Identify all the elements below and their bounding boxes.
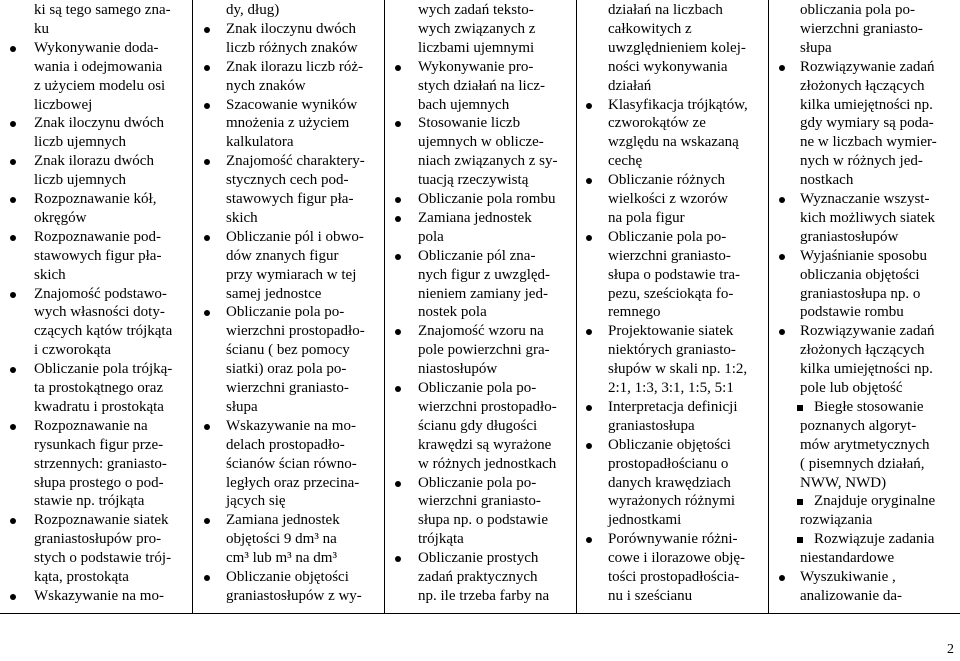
cell-text-line: bach ujemnych (418, 96, 510, 113)
cell-text-line: analizowanie da- (800, 587, 903, 604)
cell-text-line: Rozpoznawanie siatek (34, 512, 169, 529)
cell-text-line: Zamiana jednostek (226, 512, 340, 529)
bullet-dot-icon (10, 235, 16, 241)
cell-text-line: ( pisemnych działań, (800, 455, 925, 472)
cell-text-line: Znak iloczynu dwóch (34, 115, 164, 132)
cell-text-line: słupa o podstawie tra- (608, 266, 741, 283)
bullet-dot-icon (395, 556, 401, 562)
cell-text-line: kalkulatora (226, 134, 294, 151)
cell-text-line: Wyszukiwanie , (800, 569, 896, 585)
cell-text-line: Szacowanie wyników (226, 96, 358, 113)
cell-text-line: objętości 9 dm³ na (226, 531, 337, 548)
cell-text-line: delach prostopadło- (226, 436, 345, 453)
bullet-dot-icon (204, 518, 210, 524)
cell-text-line: wierzchni graniasto- (800, 20, 923, 37)
cell-text-line: nych figur z uwzględ- (418, 266, 551, 283)
cell-text-line: danych krawędziach (608, 474, 731, 491)
cell-text-line: złożonych łączących (800, 342, 925, 359)
cell-text-line: pole powierzchni gra- (418, 342, 550, 359)
bullet-dot-icon (586, 329, 592, 335)
cell-text-line: w różnych jednostkach (418, 455, 557, 472)
cell-text-line: wych zadań teksto- (418, 2, 534, 18)
cell-text-line: Znak iloczynu dwóch (226, 20, 356, 37)
cell-text-line: mnożenia z użyciem (226, 115, 350, 132)
bullet-dot-icon (779, 197, 785, 203)
cell-text-line: działań na liczbach (608, 2, 723, 18)
cell-text-line: Obliczanie różnych (608, 172, 726, 189)
table-column-1 (0, 0, 192, 614)
bullet-dot-icon (204, 27, 210, 33)
bullet-dot-icon (10, 424, 16, 430)
cell-text-line: Klasyfikacja trójkątów, (608, 96, 748, 113)
cell-text-line: Obliczanie pól zna- (418, 247, 536, 264)
bullet-square-icon (797, 405, 803, 411)
cell-text-line: Rozpoznawanie na (34, 417, 148, 434)
cell-text-line: graniastosłupów z wy- (226, 587, 362, 604)
bullet-dot-icon (395, 216, 401, 222)
cell-text-line: strzennych: graniasto- (34, 455, 167, 472)
cell-text-line: niestandardowe (800, 550, 895, 567)
cell-text-line: graniastosłupa np. o (800, 285, 921, 302)
cell-text-line: kilka umiejętności np. (800, 361, 933, 378)
cell-text-line: Stosowanie liczb (418, 115, 521, 132)
cell-text-line: Rozwiązywanie zadań (800, 323, 935, 340)
cell-text-line: na pola figur (608, 209, 685, 226)
cell-text-line: wierzchni prostopadło- (418, 398, 557, 415)
bullet-dot-icon (10, 367, 16, 373)
cell-text-line: wyrażonych różnymi (608, 493, 736, 510)
cell-text-line: wych związanych z (418, 20, 536, 37)
bullet-dot-icon (10, 46, 16, 52)
cell-text-line: gdy wymiary są poda- (800, 115, 934, 132)
cell-text-line: Projektowanie siatek (608, 323, 734, 340)
cell-text-line: ścianu gdy długości (418, 417, 538, 434)
cell-text-line: nych w różnych jed- (800, 153, 923, 170)
cell-text-line: ności wykonywania (608, 58, 728, 75)
cell-text-line: liczbowej (34, 96, 93, 113)
cell-text-line: kich możliwych siatek (800, 209, 935, 226)
cell-text-line: liczb ujemnych (34, 134, 127, 151)
cell-text-line: prostopadłościanu o (608, 455, 729, 472)
cell-text-line: kwadratu i prostokąta (34, 398, 164, 415)
cell-text-line: Wyznaczanie wszyst- (800, 191, 930, 207)
cell-text-line: przy wymiarach w tej (226, 266, 357, 283)
cell-text-line: Znajomość charaktery- (226, 153, 365, 170)
cell-text-line: stych o podstawie trój- (34, 550, 172, 567)
cell-text-line: Obliczanie objętości (608, 436, 731, 453)
cell-text-line: stawie np. trójkąta (34, 493, 145, 510)
cell-text-line: ścianu ( bez pomocy (226, 342, 350, 359)
cell-text-line: siatki) oraz pola po- (226, 361, 347, 378)
cell-text-line: wielkości z wzorów (608, 191, 728, 207)
cell-text-line: nostek pola (418, 304, 487, 321)
bullet-dot-icon (395, 386, 401, 392)
cell-text-line: kąta, prostokąta (34, 569, 129, 585)
cell-text-line: Obliczanie pola po- (418, 474, 537, 491)
cell-text-line: Obliczanie objętości (226, 569, 349, 585)
cell-text-line: samej jednostce (226, 285, 322, 302)
cell-text-line: Obliczanie pola rombu (418, 191, 556, 207)
bullet-square-icon (797, 499, 803, 505)
cell-text-line: Wskazywanie na mo- (34, 587, 164, 604)
bullet-dot-icon (204, 575, 210, 581)
cell-text-line: złożonych łączących (800, 77, 925, 94)
cell-text-line: wierzchni graniasto- (608, 247, 731, 264)
cell-text-line: obliczania pola po- (800, 2, 915, 18)
bullet-dot-icon (10, 518, 16, 524)
cell-text-line: podstawie rombu (800, 304, 904, 321)
cell-text-line: słupa (226, 398, 258, 415)
cell-text-line: ki są tego samego zna- (34, 2, 171, 18)
bullet-dot-icon (204, 424, 210, 430)
cell-text-line: NWW, NWD) (800, 474, 887, 491)
cell-text-line: stycznych cech pod- (226, 172, 349, 189)
bullet-dot-icon (779, 575, 785, 581)
cell-text-line: cowe i ilorazowe obję- (608, 550, 746, 567)
bullet-dot-icon (586, 537, 592, 543)
cell-text-line: Wyjaśnianie sposobu (800, 247, 927, 264)
cell-text-line: Obliczanie pola po- (226, 304, 345, 321)
cell-text-line: mów arytmetycznych (800, 436, 930, 453)
cell-text-line: okręgów (34, 209, 87, 226)
cell-text-line: Biegłe stosowanie (814, 398, 924, 415)
cell-text-line: Obliczanie pola po- (608, 228, 727, 245)
cell-text-line: niach związanych z sy- (418, 153, 558, 170)
cell-text-line: tości prostopadłościa- (608, 569, 740, 585)
bullet-dot-icon (395, 481, 401, 487)
cell-text-line: tuacją rzeczywistą (418, 172, 529, 189)
bullet-dot-icon (586, 103, 592, 109)
cell-text-line: 2:1, 1:3, 3:1, 1:5, 5:1 (608, 380, 734, 396)
cell-text-line: wierzchni graniasto- (226, 380, 349, 396)
cell-text-line: Wskazywanie na mo- (226, 417, 356, 434)
cell-text-line: ległych oraz przecina- (226, 474, 360, 491)
cell-text-line: niektórych graniasto- (608, 342, 736, 359)
cell-text-line: nu i sześcianu (608, 587, 693, 604)
table-column-4 (577, 0, 768, 614)
cell-text-line: Rozwiązuje zadania (814, 531, 935, 548)
cell-text-line: rysunkach figur prze- (34, 436, 164, 453)
bullet-dot-icon (204, 235, 210, 241)
cell-text-line: wania i odejmowania (34, 58, 163, 75)
cell-text-line: czących kątów trójkąta (34, 323, 173, 340)
cell-text-line: Rozwiązywanie zadań (800, 58, 935, 75)
cell-text-line: działań (608, 77, 652, 94)
bullet-dot-icon (395, 254, 401, 260)
cell-text-line: dy, dług) (226, 2, 280, 18)
bullet-dot-icon (395, 65, 401, 71)
cell-text-line: rozwiązania (800, 512, 873, 529)
bullet-dot-icon (779, 65, 785, 71)
bullet-dot-icon (10, 292, 16, 298)
bullet-dot-icon (204, 103, 210, 109)
cell-text-line: i czworokąta (34, 342, 112, 359)
cell-text-line: ta prostokątnego oraz (34, 380, 164, 396)
cell-text-line: liczb różnych znaków (226, 39, 358, 56)
cell-text-line: Rozpoznawanie pod- (34, 228, 162, 245)
bullet-dot-icon (586, 405, 592, 411)
table-column-2 (193, 0, 384, 614)
cell-text-line: poznanych algoryt- (800, 417, 917, 434)
bullet-dot-icon (10, 197, 16, 203)
cell-text-line: zadań praktycznych (418, 569, 538, 585)
cell-text-line: Znajduje oryginalne (814, 493, 936, 510)
table-column-5 (769, 0, 960, 614)
cell-text-line: graniastosłupów pro- (34, 531, 162, 548)
bullet-dot-icon (586, 443, 592, 449)
cell-text-line: remnego (608, 304, 661, 321)
cell-text-line: słupów w skali np. 1:2, (608, 361, 748, 378)
cell-text-line: ujemnych w oblicze- (418, 134, 544, 151)
cell-text-line: Obliczanie pola po- (418, 380, 537, 396)
bullet-dot-icon (395, 121, 401, 127)
cell-text-line: jących się (226, 493, 286, 510)
cell-text-line: Rozpoznawanie kół, (34, 191, 157, 207)
bullet-dot-icon (395, 329, 401, 335)
cell-text-line: skich (226, 209, 258, 226)
cell-text-line: całkowitych z (608, 20, 692, 37)
cell-text-line: obliczania objętości (800, 266, 920, 283)
cell-text-line: uwzględnieniem kolej- (608, 39, 746, 56)
cell-text-line: czworokątów ze (608, 115, 706, 132)
cell-text-line: dów znanych figur (226, 247, 339, 264)
table-column-3 (385, 0, 576, 614)
cell-text-line: liczbami ujemnymi (418, 39, 535, 56)
cell-text-line: graniastosłupów (800, 228, 899, 245)
cell-text-line: stawowych figur pła- (34, 247, 162, 264)
bullet-dot-icon (10, 159, 16, 165)
cell-text-line: Znak ilorazu dwóch (34, 153, 154, 170)
cell-text-line: trójkąta (418, 531, 464, 548)
cell-text-line: nieniem zamiany jed- (418, 285, 548, 302)
bullet-dot-icon (586, 178, 592, 184)
cell-text-line: niastosłupów (418, 361, 498, 378)
cell-text-line: Znajomość wzoru na (418, 323, 544, 340)
cell-text-line: słupa prostego o pod- (34, 474, 164, 491)
cell-text-line: Znak ilorazu liczb róż- (226, 58, 364, 75)
cell-text-line: stawowych figur pła- (226, 191, 354, 207)
cell-text-line: krawędzi są wyrażone (418, 436, 552, 453)
cell-text-line: słupa (800, 39, 832, 56)
cell-text-line: ne w liczbach wymier- (800, 134, 937, 151)
cell-text-line: skich (34, 266, 66, 283)
cell-text-line: Wykonywanie pro- (418, 58, 534, 75)
cell-text-line: ścianów ścian równo- (226, 455, 357, 472)
cell-text-line: wierzchni prostopadło- (226, 323, 365, 340)
cell-text-line: nostkach (800, 172, 854, 189)
bullet-dot-icon (204, 159, 210, 165)
cell-text-line: względu na wskazaną (608, 134, 739, 151)
cell-text-line: nych znaków (226, 77, 306, 94)
cell-text-line: Zamiana jednostek (418, 209, 532, 226)
cell-text-line: Porównywanie różni- (608, 531, 738, 548)
bullet-dot-icon (10, 594, 16, 600)
cell-text-line: liczb ujemnych (34, 172, 127, 189)
cell-text-line: cm³ lub m³ na dm³ (226, 550, 337, 567)
cell-text-line: np. ile trzeba farby na (418, 587, 550, 604)
cell-text-line: Znajomość podstawo- (34, 285, 167, 302)
cell-text-line: wierzchni graniasto- (418, 493, 541, 510)
bullet-dot-icon (395, 197, 401, 203)
cell-text-line: Obliczanie prostych (418, 550, 539, 567)
cell-text-line: ku (34, 20, 49, 37)
cell-text-line: kilka umiejętności np. (800, 96, 933, 113)
bullet-dot-icon (10, 121, 16, 127)
cell-text-line: cechę (608, 153, 643, 170)
cell-text-line: Interpretacja definicji (608, 398, 738, 415)
bullet-square-icon (797, 537, 803, 543)
cell-text-line: Obliczanie pola trójką- (34, 361, 173, 378)
bullet-dot-icon (204, 65, 210, 71)
cell-text-line: Wykonywanie doda- (34, 39, 159, 56)
cell-text-line: z użyciem modelu osi (34, 77, 166, 94)
cell-text-line: pole lub objętość (800, 380, 903, 396)
cell-text-line: wych własności doty- (34, 304, 165, 321)
bullet-dot-icon (586, 235, 592, 241)
page-number: 2 (947, 642, 954, 657)
cell-text-line: pola (418, 228, 444, 245)
cell-text-line: stych działań na licz- (418, 77, 546, 94)
bullet-dot-icon (204, 310, 210, 316)
bullet-dot-icon (779, 329, 785, 335)
cell-text-line: graniastosłupa (608, 417, 695, 434)
cell-text-line: słupa np. o podstawie (418, 512, 548, 529)
bullet-dot-icon (779, 254, 785, 260)
cell-text-line: pezu, sześciokąta fo- (608, 285, 734, 302)
cell-text-line: jednostkami (608, 512, 682, 529)
cell-text-line: Obliczanie pól i obwo- (226, 228, 364, 245)
